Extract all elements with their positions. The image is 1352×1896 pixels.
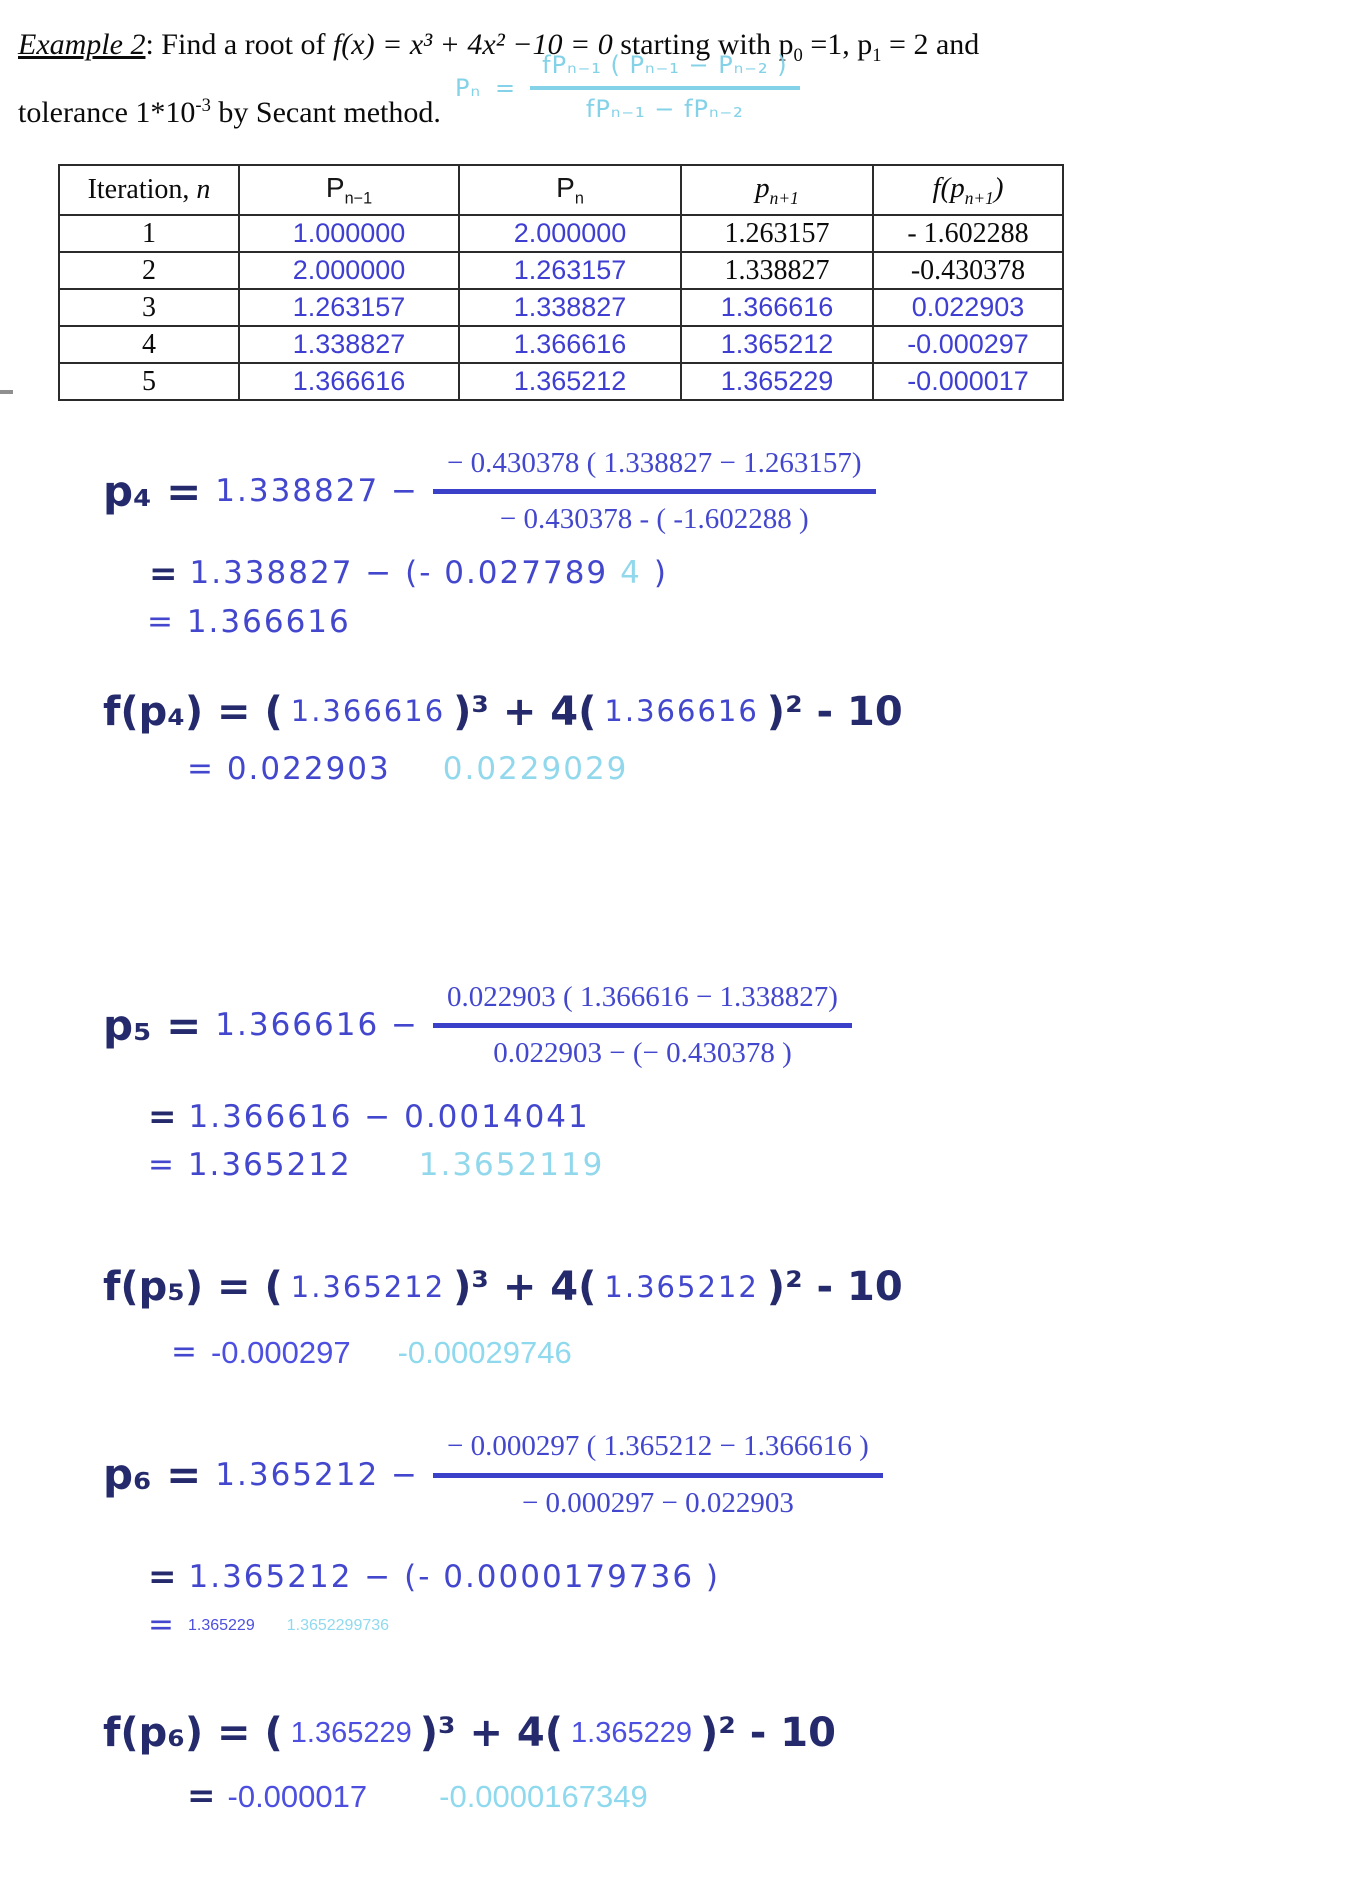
iterations-table-wrap xyxy=(58,164,1352,401)
p6-numerator: − 0.000297 ( 1.365212 − 1.366616 ) xyxy=(433,1430,883,1477)
fp6-precise-value: -0.0000167349 xyxy=(439,1778,648,1814)
fp4-result: = 0.022903 0.0229029 xyxy=(187,750,629,787)
p5-main-line xyxy=(103,981,1352,1071)
fp5-lhs: f(p₅) = ( xyxy=(103,1264,283,1311)
p4-lhs: p₄ = xyxy=(103,466,202,516)
fp5-value1: 1.365212 xyxy=(290,1269,446,1304)
p4-numerator: − 0.430378 ( 1.338827 − 1.263157) xyxy=(433,447,876,494)
p4-result: = 1.366616 xyxy=(147,603,351,640)
p6-fraction xyxy=(433,1430,883,1520)
p5-lhs: p₅ = xyxy=(103,1000,202,1050)
fp5-result: = -0.000297 -0.00029746 xyxy=(171,1334,572,1371)
cell-pn: 1.365212 xyxy=(459,363,681,400)
p4-denominator: − 0.430378 - ( -1.602288 ) xyxy=(499,503,809,536)
cell-pn+1: 1.365212 xyxy=(681,326,873,363)
p6-precise-value: 1.3652299736 xyxy=(286,1616,390,1634)
p6-result: = 1.365229 1.3652299736 xyxy=(148,1607,390,1644)
function-formula: f(x) = x³ + 4x² −10 = 0 xyxy=(332,28,613,61)
cell-n: 2 xyxy=(59,252,239,289)
fp4-lhs: f(p₄) = ( xyxy=(103,688,283,735)
equals-sign: = xyxy=(148,1607,176,1644)
cell-pn-1: 1.366616 xyxy=(239,363,459,400)
table-row xyxy=(59,215,1063,252)
cell-n: 3 xyxy=(59,289,239,326)
table-row xyxy=(59,252,1063,289)
cell-f-pn+1: 0.022903 xyxy=(873,289,1063,326)
corrected-digit: 4 xyxy=(620,555,642,592)
fp6-evaluation xyxy=(103,1710,1352,1817)
handwritten-work xyxy=(18,447,1352,1817)
p5-fraction xyxy=(433,981,852,1071)
cell-pn+1: 1.365229 xyxy=(681,363,873,400)
table-row xyxy=(59,363,1063,400)
cell-pn+1: 1.263157 xyxy=(681,215,873,252)
cell-n: 5 xyxy=(59,363,239,400)
fp4-expression: f(p₄) = ( 1.366616 )³ + 4( 1.366616 )² - 10 xyxy=(103,688,903,735)
col-header-pn-1: $P_{n-1}$ xyxy=(239,165,459,215)
col-header-f-pn+1: $f(p_{n+1})$ xyxy=(873,165,1063,215)
p5-first-term: 1.366616 − xyxy=(215,1007,420,1044)
title-text: by Secant method. xyxy=(210,96,441,129)
cell-pn: 1.366616 xyxy=(459,326,681,363)
cell-n: 1 xyxy=(59,215,239,252)
equals-sign: = xyxy=(187,1776,216,1817)
tolerance-exponent: -3 xyxy=(195,95,211,116)
p4-calculation xyxy=(103,447,1352,638)
p6-first-term: 1.365212 − xyxy=(215,1456,420,1493)
title-text: tolerance 1*10 xyxy=(18,96,196,129)
formula-equals: = xyxy=(495,73,517,102)
fp5-expression: f(p₅) = ( 1.365212 )³ + 4( 1.365212 )² - 10 xyxy=(103,1264,903,1311)
col-header-pn: $P_n$ xyxy=(459,165,681,215)
cell-pn+1: 1.366616 xyxy=(681,289,873,326)
cell-f-pn+1: -0.000297 xyxy=(873,326,1063,363)
p4-main-line xyxy=(103,447,1352,537)
cell-pn-1: 1.338827 xyxy=(239,326,459,363)
cell-pn-1: 2.000000 xyxy=(239,252,459,289)
p5-precise-value: 1.3652119 xyxy=(418,1147,605,1184)
secant-method-formula xyxy=(455,52,800,123)
cell-pn: 1.263157 xyxy=(459,252,681,289)
cell-f-pn+1: -0.000017 xyxy=(873,363,1063,400)
p4-fraction xyxy=(433,447,876,537)
cell-n: 4 xyxy=(59,326,239,363)
formula-fraction xyxy=(530,52,799,123)
fp4-precise-value: 0.0229029 xyxy=(442,750,629,787)
title-text: starting with p xyxy=(612,28,794,61)
cell-f-pn+1: - 1.602288 xyxy=(873,215,1063,252)
fp4-value2: 1.366616 xyxy=(604,694,759,729)
p5-step2: = 1.366616 − 0.0014041 xyxy=(148,1097,590,1138)
p5-calculation xyxy=(103,981,1352,1182)
p6-step2: = 1.365212 − (- 0.0000179736 ) xyxy=(148,1557,720,1598)
col-header-iteration: Iteration, n xyxy=(59,165,239,215)
cell-pn-1: 1.000000 xyxy=(239,215,459,252)
fp5-precise-value: -0.00029746 xyxy=(397,1335,572,1371)
col-header-pn+1: $p_{n+1}$ xyxy=(681,165,873,215)
p4-first-term: 1.338827 − xyxy=(215,473,420,510)
p0-subscript: 0 xyxy=(793,45,803,66)
formula-numerator: fPₙ₋₁ ( Pₙ₋₁ − Pₙ₋₂ ) xyxy=(530,52,799,90)
fp6-expression: f(p₆) = ( 1.365229 )³ + 4( 1.365229 )² - 10 xyxy=(103,1710,836,1757)
cell-pn-1: 1.263157 xyxy=(239,289,459,326)
cell-pn+1: 1.338827 xyxy=(681,252,873,289)
table-row xyxy=(59,326,1063,363)
fp6-result: = -0.000017 -0.0000167349 xyxy=(187,1776,648,1817)
title-text: =1, p xyxy=(802,28,873,61)
fp6-value2: 1.365229 xyxy=(571,1716,692,1749)
equals-sign: = xyxy=(149,553,178,594)
title-text: : Find a root of xyxy=(145,28,333,61)
cell-f-pn+1: -0.430378 xyxy=(873,252,1063,289)
table-header-row xyxy=(59,165,1063,215)
equals-sign: = xyxy=(148,1097,177,1138)
title-text: = 2 and xyxy=(881,28,980,61)
fp5-value2: 1.365212 xyxy=(604,1269,759,1304)
p5-numerator: 0.022903 ( 1.366616 − 1.338827) xyxy=(433,981,852,1028)
iterations-table xyxy=(58,164,1064,401)
formula-lhs: Pₙ xyxy=(455,73,482,102)
fp4-evaluation xyxy=(103,688,1352,787)
p6-calculation xyxy=(103,1430,1352,1644)
formula-denominator: fPₙ₋₁ − fPₙ₋₂ xyxy=(585,94,744,123)
cell-pn: 2.000000 xyxy=(459,215,681,252)
fp6-value1: 1.365229 xyxy=(290,1716,412,1749)
example-label: Example 2 xyxy=(18,28,146,61)
p4-step2: = 1.338827 − (- 0.027789 4 ) xyxy=(149,553,668,594)
p5-denominator: 0.022903 − (− 0.430378 ) xyxy=(493,1037,792,1070)
equals-sign: = xyxy=(148,1557,177,1598)
fp5-evaluation xyxy=(103,1264,1352,1371)
equals-sign: = xyxy=(171,1334,199,1371)
stray-dash-mark xyxy=(0,390,13,394)
p6-denominator: − 0.000297 − 0.022903 xyxy=(521,1486,794,1519)
p6-main-line xyxy=(103,1430,1352,1520)
fp6-lhs: f(p₆) = ( xyxy=(103,1710,283,1757)
p1-subscript: 1 xyxy=(872,45,882,66)
fp4-value1: 1.366616 xyxy=(290,694,446,729)
p5-result: = 1.365212 1.3652119 xyxy=(148,1147,605,1184)
table-row xyxy=(59,289,1063,326)
cell-pn: 1.338827 xyxy=(459,289,681,326)
p6-lhs: p₆ = xyxy=(103,1450,202,1500)
